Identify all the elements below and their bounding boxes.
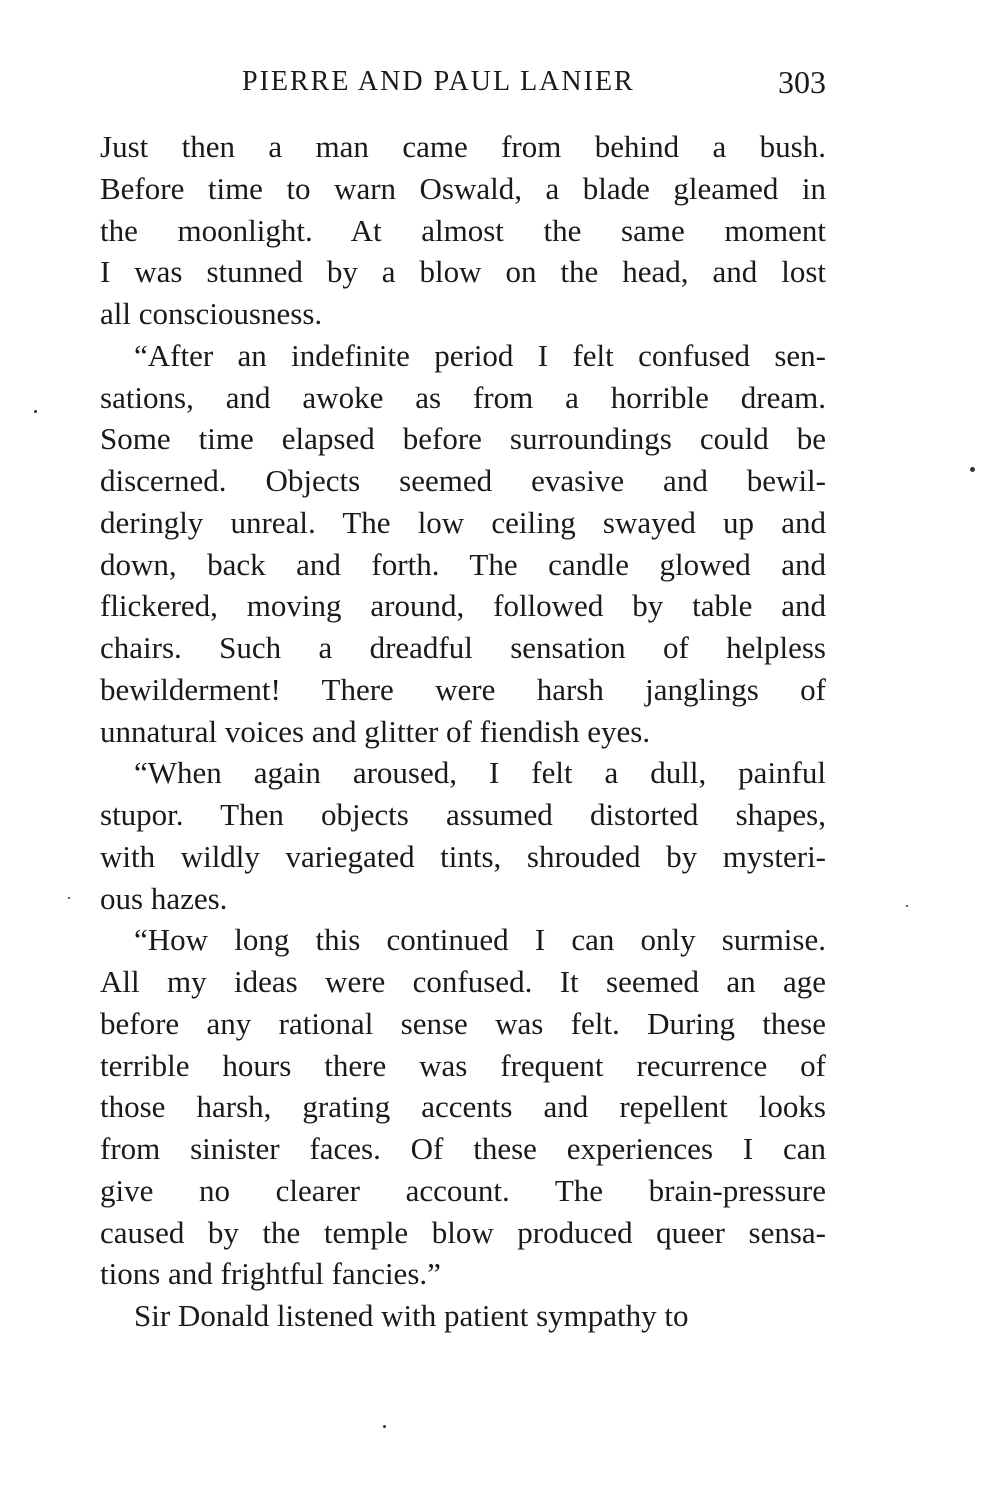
paragraph bbox=[100, 335, 826, 753]
text-line: from sinister faces. Of these experiences I can bbox=[100, 1131, 826, 1166]
paragraph bbox=[100, 752, 826, 919]
running-title: PIERRE AND PAUL LANIER bbox=[242, 66, 635, 97]
text-line: terrible hours there was frequent recurrence of bbox=[100, 1047, 826, 1083]
text-line: stupor. Then objects assumed distorted shapes, bbox=[100, 797, 826, 832]
text-line: Some time elapsed before surroundings could be bbox=[100, 421, 826, 457]
scan-speck bbox=[906, 905, 908, 907]
paragraph bbox=[100, 919, 826, 1295]
text-line: Sir Donald listened with patient sympathy to bbox=[134, 1298, 689, 1333]
text-line: with wildly variegated tints, shrouded by mysteri- bbox=[100, 838, 826, 874]
scan-speck bbox=[34, 410, 37, 413]
text-line: “After an indefinite period I felt confused sen- bbox=[134, 337, 826, 373]
text-line: deringly unreal. The low ceiling swayed up and bbox=[100, 504, 826, 540]
text-line: Just then a man came from behind a bush. bbox=[100, 129, 826, 164]
text-line: flickered, moving around, followed by table and bbox=[100, 588, 826, 624]
scan-speck bbox=[970, 467, 975, 472]
text-line: down, back and forth. The candle glowed and bbox=[100, 546, 826, 582]
text-line: bewilderment! There were harsh janglings of bbox=[100, 671, 826, 707]
running-head bbox=[100, 66, 826, 106]
text-line: Before time to warn Oswald, a blade gleamed in bbox=[100, 170, 826, 206]
text-line: give no clearer account. The brain-pressure bbox=[100, 1172, 826, 1208]
body-text bbox=[100, 126, 826, 1337]
page-number: 303 bbox=[778, 64, 826, 100]
text-line: unnatural voices and glitter of fiendish eyes. bbox=[100, 713, 651, 749]
text-line: “When again aroused, I felt a dull, painful bbox=[134, 755, 826, 791]
text-line: I was stunned by a blow on the head, and lost bbox=[100, 254, 826, 290]
text-line: before any rational sense was felt. During these bbox=[100, 1005, 826, 1041]
scan-speck bbox=[383, 1425, 386, 1428]
text-line: chairs. Such a dreadful sensation of helpless bbox=[100, 630, 826, 665]
text-line: ous hazes. bbox=[100, 880, 228, 916]
paragraph bbox=[100, 126, 826, 335]
text-line: the moonlight. At almost the same moment bbox=[100, 212, 826, 248]
text-line: sations, and awoke as from a horrible dream. bbox=[100, 379, 826, 415]
scan-speck bbox=[68, 897, 70, 899]
text-line: all consciousness. bbox=[100, 296, 323, 331]
text-line: discerned. Objects seemed evasive and bewil- bbox=[100, 463, 826, 498]
text-line: “How long this continued I can only surmise. bbox=[134, 922, 826, 958]
text-line: tions and frightful fancies.” bbox=[100, 1256, 441, 1292]
paragraph bbox=[100, 1295, 826, 1337]
text-line: All my ideas were confused. It seemed an age bbox=[100, 964, 826, 999]
text-line: those harsh, grating accents and repellent looks bbox=[100, 1089, 826, 1125]
text-line: caused by the temple blow produced queer sensa- bbox=[100, 1214, 826, 1250]
